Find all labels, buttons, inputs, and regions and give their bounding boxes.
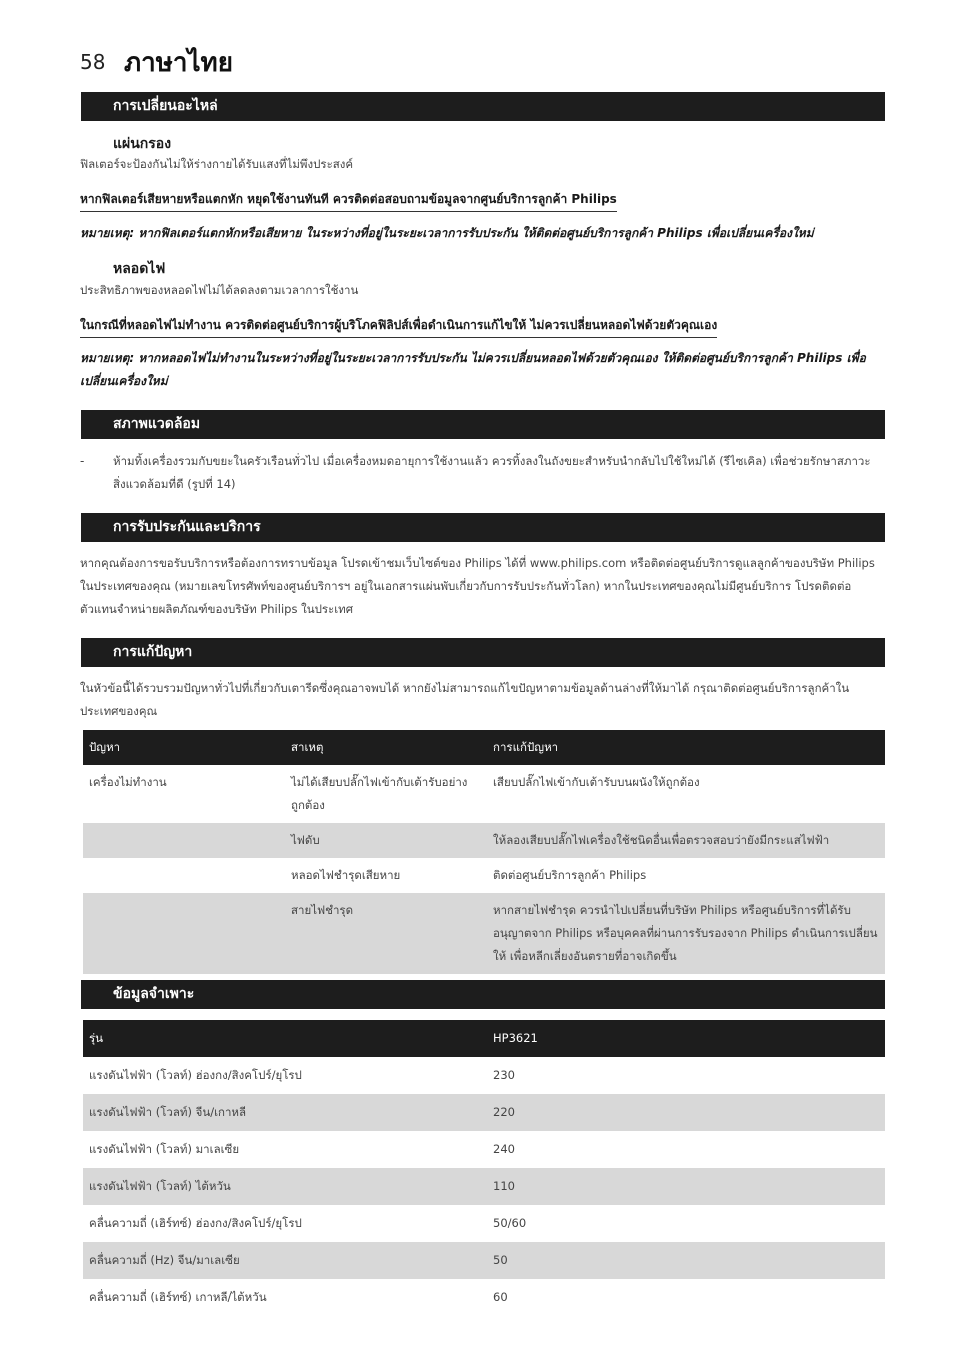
solution-cell: ติดต่อศูนย์บริการลูกค้า Philips xyxy=(493,868,647,882)
lamp-note: หมายเหตุ: หากหลอดไฟไม่ทำงานในระหว่างที่อยู่ในระยะเวลาการรับประกัน ไม่ควรเปลี่ยนหลอดไฟด้วยตัวคุณเอง ให้ติดต่อศูนย์บริการลูกค้า Philips เพื่อเปลี่ยนเครื่องใหม่ xyxy=(80,351,866,388)
spec-label: คลื่นความถี่ (เฮิร์ทซ์) ฮ่องกง/สิงคโปร์/ยุโรป xyxy=(89,1216,302,1230)
lamp-heading: หลอดไฟ xyxy=(113,261,166,277)
spec-label: แรงดันไฟฟ้า (โวลท์) จีน/เกาหลี xyxy=(83,1094,487,1131)
lamp-warning: ในกรณีที่หลอดไฟไม่ทำงาน ควรติดต่อศูนย์บริการผู้บริโภคฟิลิปส์เพื่อดำเนินการแก้ไขให้ ไม่ควรเปลี่ยนหลอดไฟด้วยตัวคุณเอง xyxy=(80,316,717,338)
bullet-dash: - xyxy=(80,454,85,468)
troubleshooting-intro: ในหัวข้อนี้ได้รวบรวมปัญหาทั่วไปที่เกี่ยวกับเตารีดซึ่งคุณอาจพบได้ หากยังไม่สามารถแก้ไขปัญหาตามข้อมูลด้านล่างที่ให้มาได้ กรุณาติดต่อศูนย์บริการลูกค้าในประเทศของคุณ xyxy=(80,681,850,718)
cause-cell: ไฟดับ xyxy=(285,823,487,858)
section-environment-title: สภาพแวดล้อม xyxy=(81,410,885,439)
spec-value: 60 xyxy=(493,1290,508,1304)
column-header: การแก้ปัญหา xyxy=(487,730,885,765)
section-specs-title: ข้อมูลจำเพาะ xyxy=(81,980,885,1009)
solution-cell: เสียบปลั๊กไฟเข้ากับเต้ารับบนผนังให้ถูกต้อง xyxy=(493,775,700,789)
table-row xyxy=(83,1242,885,1279)
column-header: สาเหตุ xyxy=(285,730,487,765)
troubleshooting-table xyxy=(83,730,885,974)
spec-value: 220 xyxy=(487,1094,885,1131)
problem-cell xyxy=(83,893,285,974)
table-row xyxy=(83,765,885,823)
cause-cell: หลอดไฟชำรุดเสียหาย xyxy=(291,868,401,882)
table-header-row xyxy=(83,1020,885,1057)
model-value: HP3621 xyxy=(487,1020,885,1057)
spec-label: แรงดันไฟฟ้า (โวลท์) ฮ่องกง/สิงคโปร์/ยุโรป xyxy=(89,1068,302,1082)
cause-cell: ไม่ได้เสียบปลั๊กไฟเข้ากับเต้ารับอย่างถูกต้อง xyxy=(291,775,468,812)
table-row xyxy=(83,858,885,893)
section-warranty-title: การรับประกันและบริการ xyxy=(81,513,885,542)
filter-description: ฟิลเตอร์จะป้องกันไม่ให้ร่างกายได้รับแสงที่ไม่พึงประสงค์ xyxy=(80,157,354,171)
filter-warning: หากฟิลเตอร์เสียหายหรือแตกหัก หยุดใช้งานทันที ควรติดต่อสอบถามข้อมูลจากศูนย์บริการลูกค้า Philips xyxy=(80,190,617,212)
spec-value: 230 xyxy=(493,1068,515,1082)
specs-table xyxy=(83,1020,885,1316)
table-row xyxy=(83,1205,885,1242)
environment-text: ห้ามทิ้งเครื่องรวมกับขยะในครัวเรือนทั่วไป เมื่อเครื่องหมดอายุการใช้งานแล้ว ควรทิ้งลงในถังขยะสำหรับนำกลับไปใช้ใหม่ได้ (รีไซเคิล) เพื่อช่วยรักษาสภาวะสิ่งแวดล้อมที่ดี (รูปที่ 14) xyxy=(113,454,871,491)
section-replacement-title: การเปลี่ยนอะไหล่ xyxy=(81,92,885,121)
solution-cell: หากสายไฟชำรุด ควรนำไปเปลี่ยนที่บริษัท Philips หรือศูนย์บริการที่ได้รับอนุญาตจาก Philips หรือบุคคลที่ผ่านการรับรองจาก Philips ดำเนินการเปลี่ยนให้ เพื่อหลีกเลี่ยงอันตรายที่อาจเกิดขึ้น xyxy=(487,893,885,974)
table-row xyxy=(83,1094,885,1131)
problem-cell xyxy=(83,858,285,893)
spec-label: คลื่นความถี่ (Hz) จีน/มาเลเซีย xyxy=(83,1242,487,1279)
filter-note: หมายเหตุ: หากฟิลเตอร์แตกหักหรือเสียหาย ในระหว่างที่อยู่ในระยะเวลาการรับประกัน ให้ติดต่อศูนย์บริการลูกค้า Philips เพื่อเปลี่ยนเครื่องใหม่ xyxy=(80,226,814,240)
section-troubleshooting-title: การแก้ปัญหา xyxy=(81,638,885,667)
problem-cell: เครื่องไม่ทำงาน xyxy=(89,775,167,789)
warranty-text: หากคุณต้องการขอรับบริการหรือต้องการทราบข้อมูล โปรดเข้าชมเว็บไซต์ของ Philips ได้ที่ www.philips.com หรือติดต่อศูนย์บริการดูแลลูกค้าของบริษัท Philips ในประเทศของคุณ (หมายเลขโทรศัพท์ของศูนย์บริการฯ อยู่ในเอกสารแผ่นพับเกี่ยวกับการรับประกันทั่วโลก) หากในประเทศของคุณไม่มีศูนย์บริการ โปรดติดต่อตัวแทนจำหน่ายผลิตภัณฑ์ของบริษัท Philips ในประเทศ xyxy=(80,556,875,616)
spec-value: 50/60 xyxy=(493,1216,527,1230)
spec-label: คลื่นความถี่ (เฮิร์ทซ์) เกาหลี/ไต้หวัน xyxy=(89,1290,267,1304)
table-row xyxy=(83,1057,885,1094)
page-number: 58 xyxy=(80,50,106,74)
lamp-description: ประสิทธิภาพของหลอดไฟไม่ได้ลดลงตามเวลาการใช้งาน xyxy=(80,283,359,297)
spec-label: แรงดันไฟฟ้า (โวลท์) มาเลเซีย xyxy=(89,1142,240,1156)
spec-label: แรงดันไฟฟ้า (โวลท์) ไต้หวัน xyxy=(83,1168,487,1205)
column-header: ปัญหา xyxy=(83,730,285,765)
problem-cell xyxy=(83,823,285,858)
spec-value: 50 xyxy=(487,1242,885,1279)
filter-heading: แผ่นกรอง xyxy=(113,136,172,152)
solution-cell: ให้ลองเสียบปลั๊กไฟเครื่องใช้ชนิดอื่นเพื่อตรวจสอบว่ายังมีกระแสไฟฟ้า xyxy=(487,823,885,858)
model-label: รุ่น xyxy=(83,1020,487,1057)
table-header-row xyxy=(83,730,885,765)
spec-value: 240 xyxy=(493,1142,515,1156)
table-row xyxy=(83,893,885,974)
spec-value: 110 xyxy=(487,1168,885,1205)
table-row xyxy=(83,1131,885,1168)
page-title: ภาษาไทย xyxy=(124,48,233,78)
table-row xyxy=(83,823,885,858)
table-row xyxy=(83,1168,885,1205)
cause-cell: สายไฟชำรุด xyxy=(285,893,487,974)
table-row xyxy=(83,1279,885,1316)
